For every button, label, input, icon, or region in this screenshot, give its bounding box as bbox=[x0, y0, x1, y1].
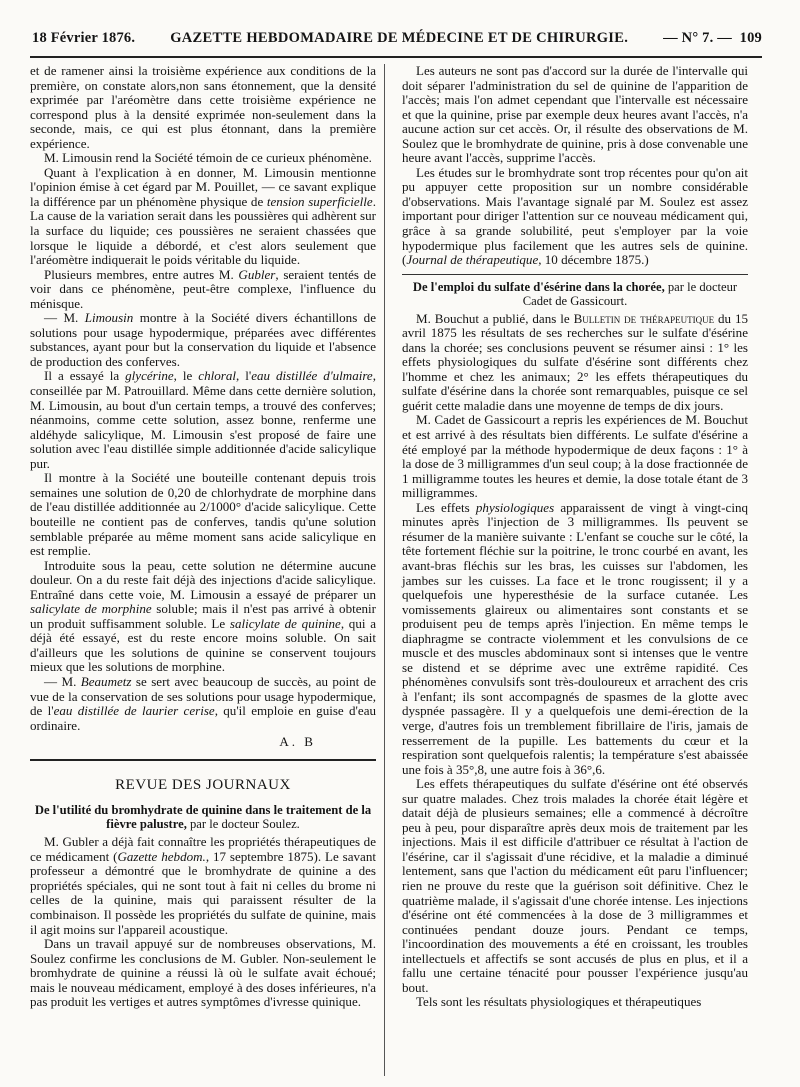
article-title: De l'utilité du bromhydrate de quinine dans le traitement de la fièvre palustre, par le docteur Soulez. bbox=[34, 803, 372, 832]
paragraph: M. Limousin rend la Société témoin de ce curieux phénomène. bbox=[44, 150, 372, 166]
article-title: De l'emploi du sulfate d'ésérine dans la chorée, par le docteur Cadet de Gassicourt. bbox=[412, 279, 738, 308]
paragraph: Dans un travail appuyé sur de nombreuses observations, M. Soulez confirme les conclusions de M. Gubler. Non-seulement le bromhydrate de quinine a réussi là où le sulfate avait échoué; mais le nouveau médicament, employé à des doses inférieures, n'a pas produit les vertiges et autres symptômes d'ivresse quinique. bbox=[30, 936, 376, 1010]
paragraph: Introduite sous la peau, cette solution ne détermine aucune douleur. On a du reste fait déjà des injections d'acide salicylique. Entraîné dans cette voie, M. Limousin a essayé de préparer un salicylate de morphine soluble; mais il n'est pas arrivé à obtenir un produit suffisamment soluble. Le salicylate de quinine, qui a déjà été essayé, est du reste encore moins soluble. On sait d'ailleurs que les solutions de quinine se conservent toujours mieux que les solutions de morphine. bbox=[30, 557, 377, 675]
paragraph: Les études sur le bromhydrate sont trop récentes pour qu'on ait pu appuyer cette proposition sur un nombre considérable d'observations. Mais l'avantage signalé par M. Soulez est assez important pour diriger l'attention sur ce nouveau médicament qui, grâce à sa grande solubilité, peut s'employer par la voie hypodermique plus facilement que les autres sels de quinine. (Journal de thérapeutique, 10 décembre 1875.) bbox=[402, 164, 748, 268]
journal-title: GAZETTE HEBDOMADAIRE DE MÉDECINE ET DE CHIRURGIE. bbox=[170, 30, 629, 46]
paragraph: M. Cadet de Gassicourt a repris les expériences de M. Bouchut et est arrivé à des résultats bien différents. Le sulfate d'ésérine a été employé par la méthode hypodermique de deux façons : 1° à la dose de 3 milligrammes d'un seul coup; à la dose fractionnée de 1 milligramme toutes les heures et demie, la dose totale étant de 3 milligrammes. bbox=[402, 412, 748, 501]
paragraph: Il a essayé la glycérine, le chloral, l'eau distillée d'ulmaire, conseillée par M. Patrouillard. Même dans cette dernière solution, M. Limousin, au bout d'un certain temps, a trouvé des conferves; néanmoins, comme cette solution, assez bonne, renferme une aldéhyde salicylique, M. Limousin s'est proposé de faire une solution avec l'eau distillée simple additionnée d'acide salicylique pur. bbox=[30, 368, 376, 471]
paragraph: Les auteurs ne sont pas d'accord sur la durée de l'intervalle qui doit séparer l'administration du sel de quinine de l'apparition de l'accès; mais l'on admet cependant que l'intervalle est nécessaire et que la quinine, prise par exemple deux heures avant l'accès, n'a aucune action sur cet accès. Or, il résulte des observations de M. Soulez que le bromhydrate de quinine, pris à dose convenable une heure avant l'accès, supprime l'accès. bbox=[402, 63, 748, 166]
right-column bbox=[402, 64, 748, 1010]
column-divider bbox=[384, 64, 385, 1076]
paragraph: Tels sont les résultats physiologiques et thérapeutiques bbox=[416, 994, 702, 1010]
page-header bbox=[32, 30, 762, 56]
paragraph: Plusieurs membres, entre autres M. Gubler, seraient tentés de voir dans ce phénomène, peut-être complexe, l'influence du ménisque. bbox=[30, 266, 376, 311]
page-number: 109 bbox=[739, 30, 762, 46]
article-rule bbox=[402, 274, 748, 275]
paragraph: et de ramener ainsi la troisième expérience aux conditions de la première, on constate alors,non sans étonnement, que la densité exprimée par l'aréomètre dans cette troisième expérience ne correspond plus à la densité exprimée non-seulement dans la seconde, mais, ce qui est plus étonnant, dans la première expérience. bbox=[30, 63, 376, 151]
header-issue-page bbox=[663, 30, 762, 47]
paragraph: M. Gubler a déjà fait connaître les propriétés thérapeutiques de ce médicament (Gazette hebdom., 17 septembre 1875). Le savant professeur a démontré que le bromhydrate de quinine a des propriétés spéciales, qui ne sont tout à fait ni celles du brome ni celles de la quinine, mais qui paraissent résulter de la combinaison. Il possède les propriétés du sulfate de quinine, mais il agit moins sur l'appareil acoustique. bbox=[30, 834, 376, 937]
section-title: REVUE DES JOURNAUX bbox=[115, 776, 291, 793]
paragraph: Les effets thérapeutiques du sulfate d'ésérine ont été observés sur quatre malades. Chez trois malades la chorée était légère et datait déjà de plusieurs semaines; elle a commencé à décroître peu à peu, pour disparaître après deux mois de traitement par les injections. Mais il est difficile d'attribuer ce résultat à l'action de l'ésérine, car il s'agissait d'une récidive, et la maladie a diminué lentement, sans que l'action du médicament eût paru l'influencer; rien ne prouve du reste que la guérison soit définitive. Chez le quatrième malade, il s'agissait d'une chorée intense. Les injections d'ésérine ont été commencées à la dose de 3 milligrammes et continuées pendant douze jours. Pendant ce temps, l'incoordination des mouvements a été en croissant, les troubles intellectuels et affectifs se sont accusés de plus en plus, et il a fallu une certaine ténacité pour pousser l'expérience jusqu'au bout. bbox=[402, 776, 748, 995]
issue-number: — N° 7. — bbox=[663, 30, 732, 46]
paragraph: Il montre à la Société une bouteille contenant depuis trois semaines une solution de 0,20 de chlorhydrate de morphine dans de l'eau distillée additionnée au 2/1000° d'acide salicylique. Cette bouteille ne contient pas de conferves, tandis qu'une solution semblable préparée au même moment sans acide salicylique en est remplie. bbox=[30, 470, 376, 559]
paragraph: M. Bouchut a publié, dans le Bulletin de thérapeutique du 15 avril 1875 les résultats de ses recherches sur le sulfate d'ésérine dans la chorée; ses conclusions peuvent se résumer ainsi : 1° les effets physiologiques du sulfate d'ésérine sont différents chez l'homme et chez les animaux; 2° les effets thérapeutiques du sulfate d'ésérine dans la chorée sont remarquables, puisque ce sel guérit cette maladie dans une moyenne de temps de dix jours. bbox=[402, 310, 749, 413]
section-rule bbox=[30, 759, 376, 761]
paragraph: Les effets physiologiques apparaissent de vingt à vingt-cinq minutes après l'injection de 3 milligrammes. Ils peuvent se résumer de la manière suivante : L'enfant se couche sur le côté, la tête fortement fléchie sur la poitrine, le tronc courbé en avant, les avant-bras fléchis sur les bras, les cuisses sur l'abdomen, les jambes sur les cuisses. La face et le tronc rougissent; il y a quelquefois une hyperesthésie de la surface cutanée. Les vomissements glaireux ou alimentaires sont constants et se produisent peu de temps après l'injection. En même temps le diaphragme se contracte violemment et les convulsions de ce muscle et des muscles abdominaux sont si intenses que le ventre se distend et se déprime avec une extrême rapidité. Ces phénomènes convulsifs sont très-douloureux et arrachent des cris à l'enfant; ils sont accompagnés de spasmes de la glotte avec dyspnée passagère. Il y a quelquefois une demi-érection de la verge, d'autres fois un tremblement fibrillaire de l'iris, jamais de resserrement de la pupille. Les battements du cœur et la respiration sont quelquefois ralentis; la température s'est abaissée une fois à 35°,8, une autre fois à 36°,6. bbox=[402, 499, 748, 777]
header-date: 18 Février 1876. bbox=[32, 30, 136, 46]
paragraph: Quant à l'explication à en donner, M. Limousin mentionne l'opinion émise à cet égard par M. Pouillet, — ce savant explique la différence par un phénomène physique de tension superficielle. La cause de la variation serait dans les poussières qui adhèrent sur la surface du liquide; ces poussières ne seraient chassées que lorsque le liquide a débordé, et c'est alors seulement que l'aréomètre indiquerait le poids véritable du liquide. bbox=[30, 164, 376, 268]
paragraph: — M. Limousin montre à la Société divers échantillons de solutions pour usage hypodermique, préparées avec différentes substances, ayant pour but la conservation du liquide et l'absence de production des conferves. bbox=[30, 310, 376, 369]
paragraph: — M. Beaumetz se sert avec beaucoup de succès, au point de vue de la conservation de ses solutions pour usage hypodermique, de l'eau distillée de laurier cerise, qu'il emploie en guise d'eau ordinaire. bbox=[30, 673, 377, 733]
header-rule bbox=[30, 56, 762, 58]
author-signature: A. B bbox=[279, 734, 316, 750]
left-column bbox=[30, 64, 376, 1010]
